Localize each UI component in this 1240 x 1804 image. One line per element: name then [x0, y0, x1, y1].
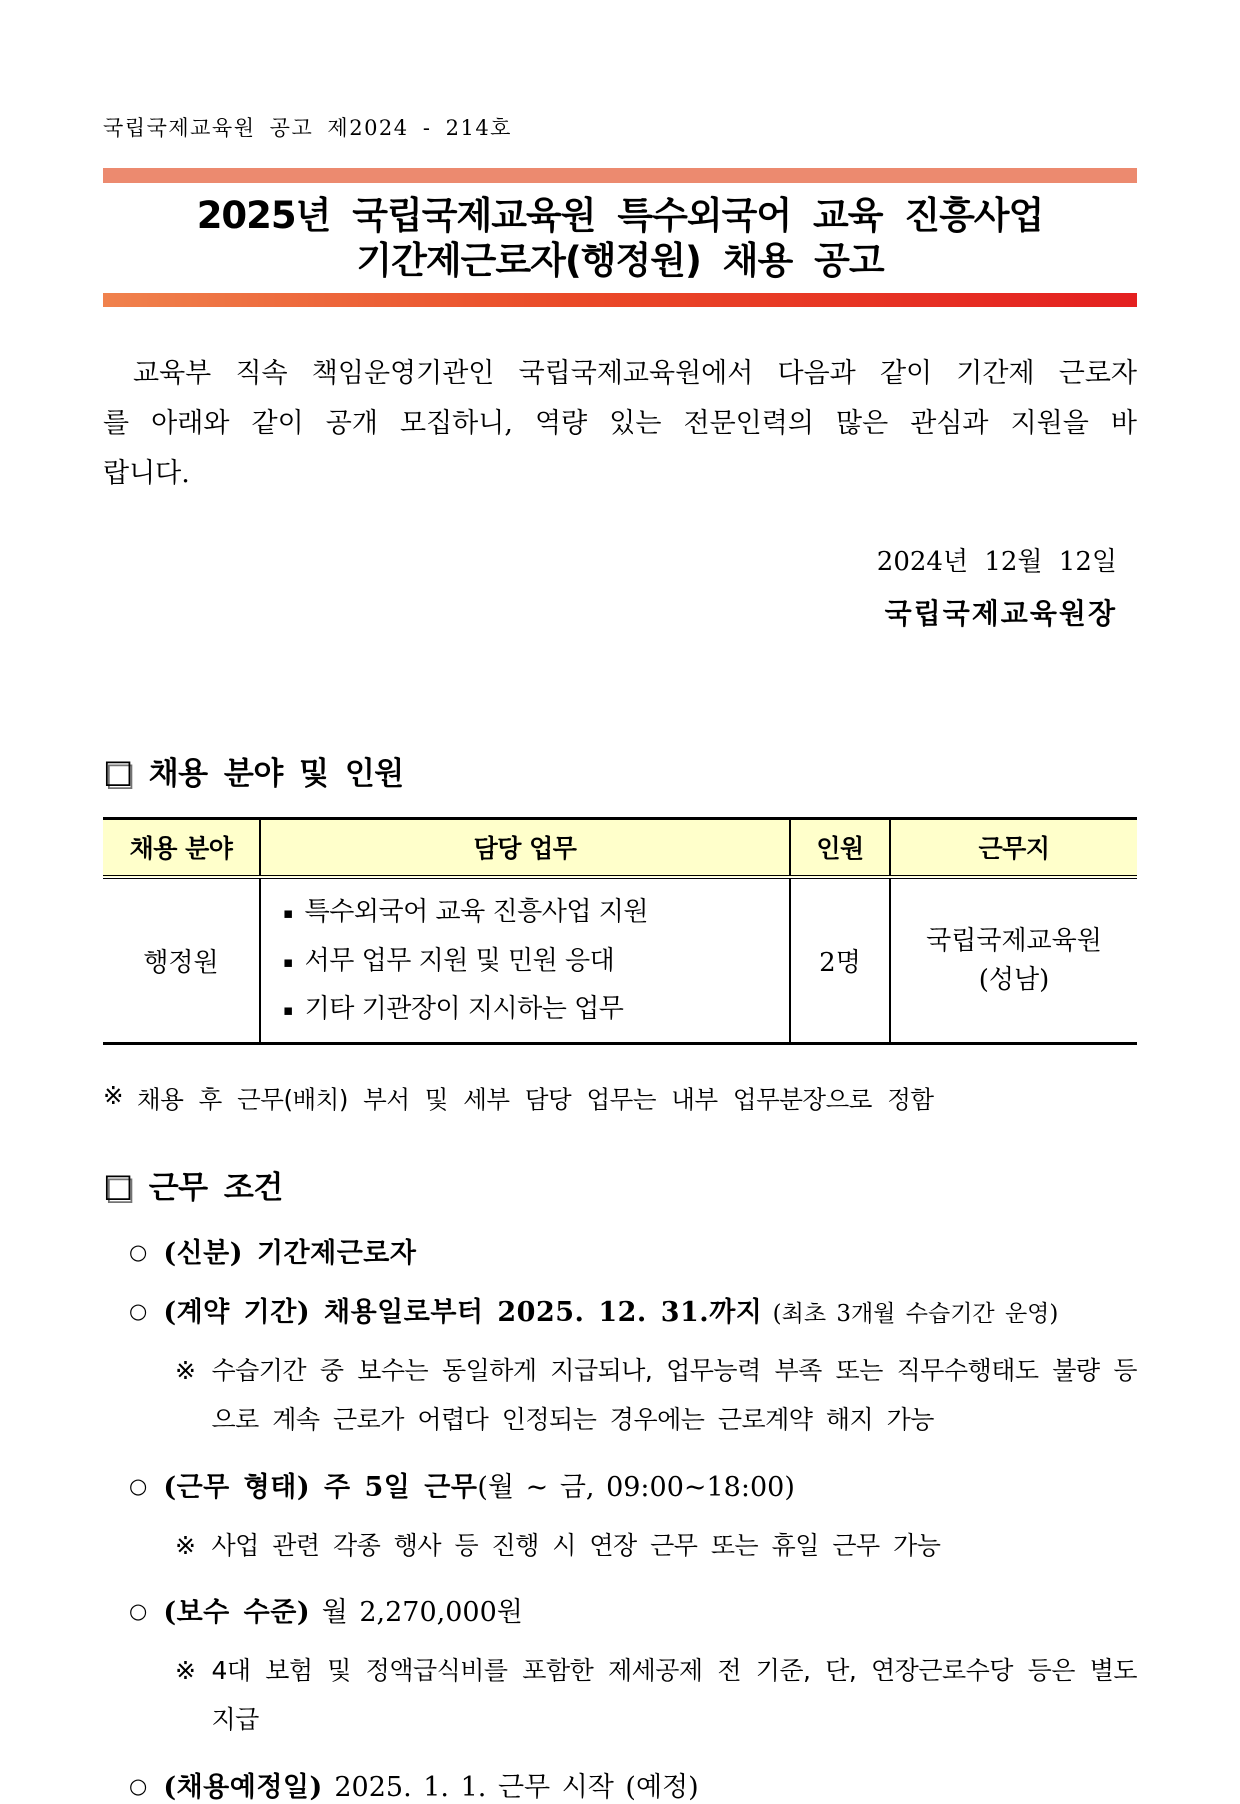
title-top-bar	[103, 168, 1137, 183]
cell-location	[890, 877, 1137, 1044]
square-bullet-icon: ▪	[283, 904, 293, 923]
condition-detail: (최초 3개월 수습기간 운영)	[762, 1301, 1059, 1328]
col-header-duties: 담당 업무	[260, 819, 790, 878]
duty-text: 특수외국어 교육 진흥사업 지원	[304, 897, 648, 928]
signature-title: 국립국제교육원장	[884, 597, 1117, 631]
signature-block	[103, 541, 1137, 632]
sub-note-text: 4대 보험 및 정액급식비를 포함한 제세공제 전 기준, 단, 연장근로수당 등은 별도 지급	[211, 1656, 1137, 1735]
location-line2: (성남)	[978, 964, 1050, 995]
table-footnote	[103, 1081, 1137, 1116]
condition-detail: 월 2,270,000원	[310, 1597, 523, 1629]
condition-detail: (월 ~ 금, 09:00~18:00)	[477, 1471, 795, 1503]
page-title-line1: 2025년 국립국제교육원 특수외국어 교육 진흥사업	[196, 194, 1044, 237]
duty-text: 서무 업무 지원 및 민원 응대	[304, 945, 615, 976]
checkbox-icon: □	[103, 1165, 133, 1204]
col-header-count: 인원	[790, 819, 890, 878]
reference-mark-icon: ※	[175, 1656, 196, 1686]
sub-note-probation	[103, 1347, 1137, 1445]
condition-label: (채용예정일)	[163, 1771, 323, 1803]
recruit-table-header-row	[103, 819, 1137, 878]
sub-note-overtime	[103, 1522, 1137, 1571]
intro-paragraph: 교육부 직속 책임운영기관인 국립국제교육원에서 다음과 같이 기간제 근로자를 아래와 같이 공개 모집하니, 역량 있는 전문인력의 많은 관심과 지원을 바랍니다.	[103, 358, 1137, 490]
circle-bullet-icon: ○	[129, 1773, 148, 1798]
condition-label: (보수 수준)	[163, 1597, 311, 1629]
page-title	[103, 193, 1137, 283]
duty-item	[283, 888, 779, 936]
reference-mark-icon: ※	[175, 1530, 196, 1560]
section-heading-work-conditions	[103, 1162, 1137, 1207]
square-bullet-icon: ▪	[283, 952, 293, 971]
document-number: 국립국제교육원 공고 제2024 - 214호	[103, 116, 512, 140]
section1-heading-label: 채용 분야 및 인원	[148, 756, 404, 793]
condition-detail: 2025. 1. 1. 근무 시작 (예정)	[322, 1771, 699, 1803]
cell-duties	[260, 877, 790, 1044]
square-bullet-icon: ▪	[283, 1000, 293, 1019]
condition-label: (근무 형태) 주 5일 근무	[163, 1471, 478, 1503]
page-title-line2: 기간제근로자(행정원) 채용 공고	[356, 239, 884, 283]
list-item-contract-period	[103, 1290, 1137, 1329]
col-header-field: 채용 분야	[103, 819, 260, 878]
condition-label: (계약 기간) 채용일로부터 2025. 12. 31.까지	[163, 1297, 763, 1329]
duty-item	[283, 985, 779, 1033]
sub-note-salary-basis	[103, 1647, 1137, 1745]
circle-bullet-icon: ○	[129, 1473, 148, 1498]
condition-label: (신분) 기간제근로자	[163, 1238, 417, 1270]
list-item-work-type	[103, 1465, 1137, 1504]
reference-mark-icon: ※	[175, 1356, 196, 1386]
section2-heading-label: 근무 조건	[148, 1170, 283, 1207]
table-row	[103, 877, 1137, 1044]
duty-item	[283, 937, 779, 985]
sub-note-text: 수습기간 중 보수는 동일하게 지급되나, 업무능력 부족 또는 직무수행태도 불량 등으로 계속 근로가 어렵다 인정되는 경우에는 근로계약 해지 가능	[211, 1356, 1137, 1434]
checkbox-icon: □	[103, 751, 133, 790]
location-line1: 국립국제교육원	[926, 925, 1102, 956]
col-header-location: 근무지	[890, 819, 1137, 878]
title-bottom-bar	[103, 293, 1137, 307]
condition-list	[103, 1231, 1137, 1804]
list-item-start-date	[103, 1765, 1137, 1804]
cell-count: 2명	[790, 877, 890, 1044]
duty-text: 기타 기관장이 지시하는 업무	[304, 993, 624, 1024]
circle-bullet-icon: ○	[129, 1299, 148, 1324]
list-item-status	[103, 1231, 1137, 1270]
list-item-salary	[103, 1590, 1137, 1629]
circle-bullet-icon: ○	[129, 1240, 148, 1265]
circle-bullet-icon: ○	[129, 1599, 148, 1624]
announcement-date: 2024년 12월 12일	[876, 547, 1117, 578]
recruit-table	[103, 817, 1137, 1045]
reference-mark-icon: ※	[103, 1081, 124, 1111]
table-footnote-text: 채용 후 근무(배치) 부서 및 세부 담당 업무는 내부 업무분장으로 정함	[137, 1085, 934, 1115]
section-heading-recruit-field	[103, 748, 1137, 793]
cell-field: 행정원	[143, 948, 219, 979]
sub-note-text: 사업 관련 각종 행사 등 진행 시 연장 근무 또는 휴일 근무 가능	[211, 1530, 941, 1560]
